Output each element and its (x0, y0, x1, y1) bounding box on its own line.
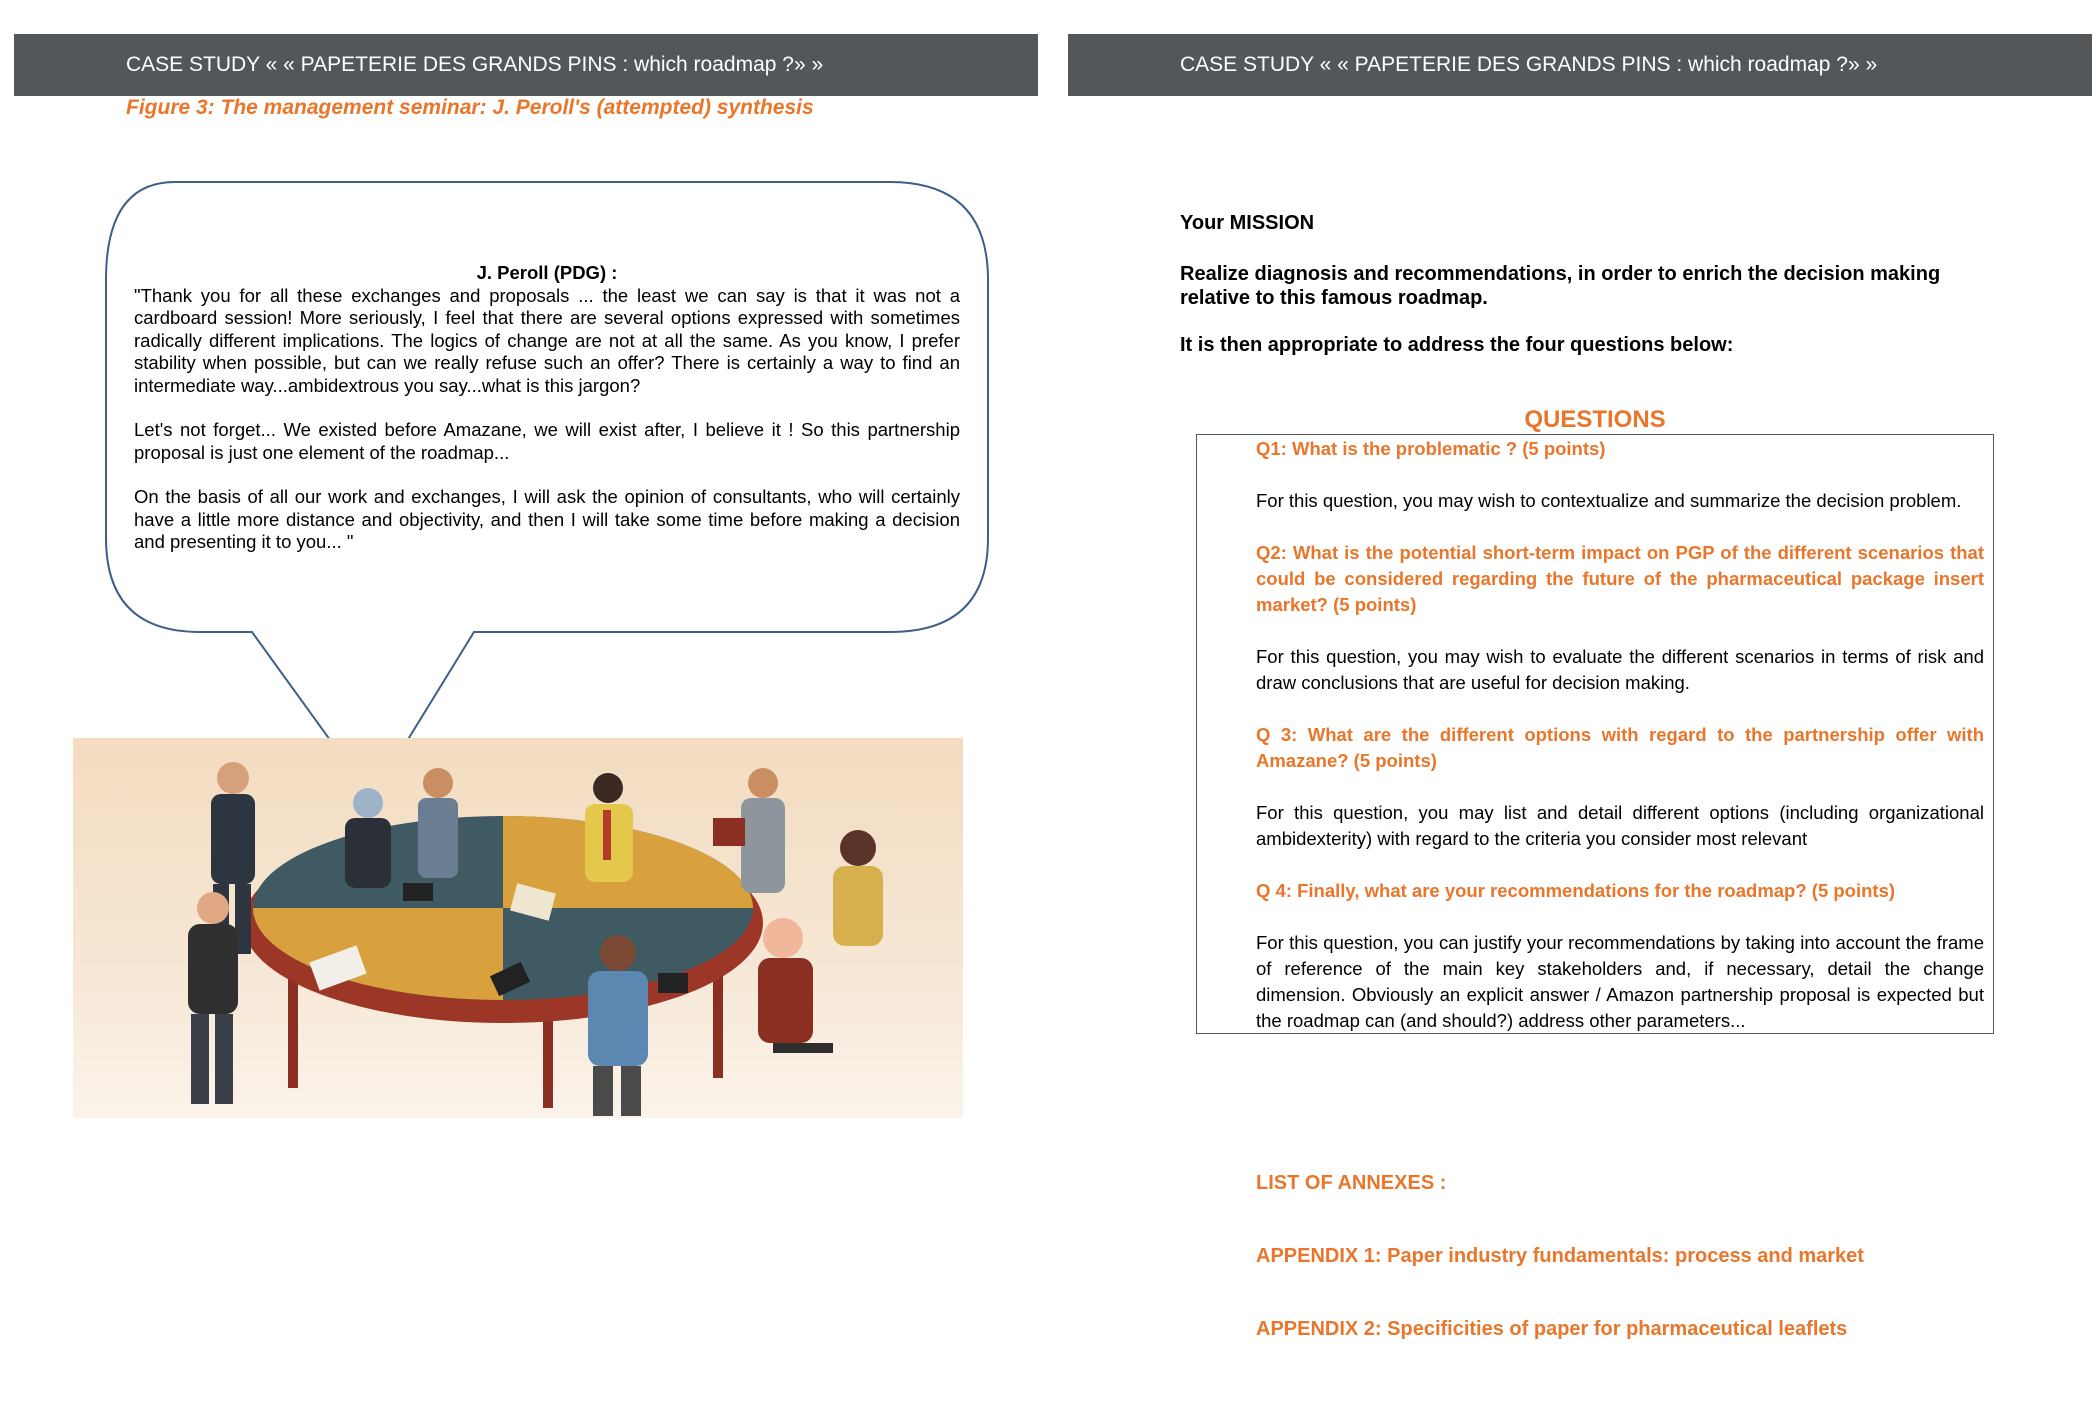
speech-paragraph-3: On the basis of all our work and exchanges, I will ask the opinion of consultants, who will certainly have a little more distance and objectivity, and then I will take some time before making a decision and presenting it to you... " (134, 486, 960, 552)
question-1-guidance: For this question, you may wish to contextualize and summarize the decision problem. (1256, 490, 1962, 511)
meeting-illustration (73, 738, 963, 1118)
right-header-banner: CASE STUDY « « PAPETERIE DES GRANDS PINS : which roadmap ?» » (1068, 34, 2092, 96)
question-2: Q2: What is the potential short-term impact on PGP of the different scenarios that could be considered regarding the future of the pharmaceutical package insert market? (5 points) (1256, 542, 1984, 615)
appendix-1: APPENDIX 1: Paper industry fundamentals: process and market (1256, 1245, 1864, 1267)
questions-heading: QUESTIONS (1524, 406, 1666, 433)
mission-subtitle: It is then appropriate to address the four questions below: (1180, 334, 1734, 356)
speech-text (134, 262, 960, 576)
left-header-banner: CASE STUDY « « PAPETERIE DES GRANDS PINS : which roadmap ?» » (14, 34, 1038, 96)
speech-paragraph-2: Let's not forget... We existed before Amazane, we will exist after, I believe it ! So this partnership proposal is just one element of the roadmap... (134, 419, 960, 463)
mission-body: Realize diagnosis and recommendations, in order to enrich the decision making relative to this famous roadmap. (1180, 263, 1941, 309)
speaker-name: J. Peroll (PDG) : (476, 262, 618, 283)
question-3-guidance: For this question, you may list and detail different options (including organizational ambidexterity) with regard to the criteria you consider most relevant (1256, 802, 1984, 849)
question-2-guidance: For this question, you may wish to evaluate the different scenarios in terms of risk and draw conclusions that are useful for decision making. (1256, 646, 1984, 693)
question-4: Q 4: Finally, what are your recommendations for the roadmap? (5 points) (1256, 880, 1896, 901)
speech-paragraph-1: "Thank you for all these exchanges and proposals ... the least we can say is that it was not a cardboard session! More seriously, I feel that there are several options expressed with sometimes radically different implications. The logics of change are not at all the same. As you know, I prefer stability when possible, but can we really refuse such an offer? There is certainly a way to find an intermediate way...ambidextrous you say...what is this jargon? (134, 284, 960, 396)
meeting-scene-graphic (73, 738, 963, 1118)
annex-list-title: LIST OF ANNEXES : (1256, 1172, 1447, 1194)
question-1: Q1: What is the problematic ? (5 points) (1256, 438, 1606, 459)
figure-caption: Figure 3: The management seminar: J. Peroll's (attempted) synthesis (126, 96, 814, 119)
question-3: Q 3: What are the different options with regard to the partnership offer with Amazane? (5 points) (1256, 724, 1984, 771)
question-4-guidance: For this question, you can justify your recommendations by taking into account the frame of reference of the main key stakeholders and, if necessary, detail the change dimension. Obviously an explicit answer / Amazon partnership proposal is expected but the roadmap can (and should?) address other parameters... (1256, 932, 1984, 1031)
appendix-2: APPENDIX 2: Specificities of paper for pharmaceutical leaflets (1256, 1318, 1848, 1340)
mission-title: Your MISSION (1180, 212, 1315, 234)
questions-list (1256, 436, 1984, 1060)
